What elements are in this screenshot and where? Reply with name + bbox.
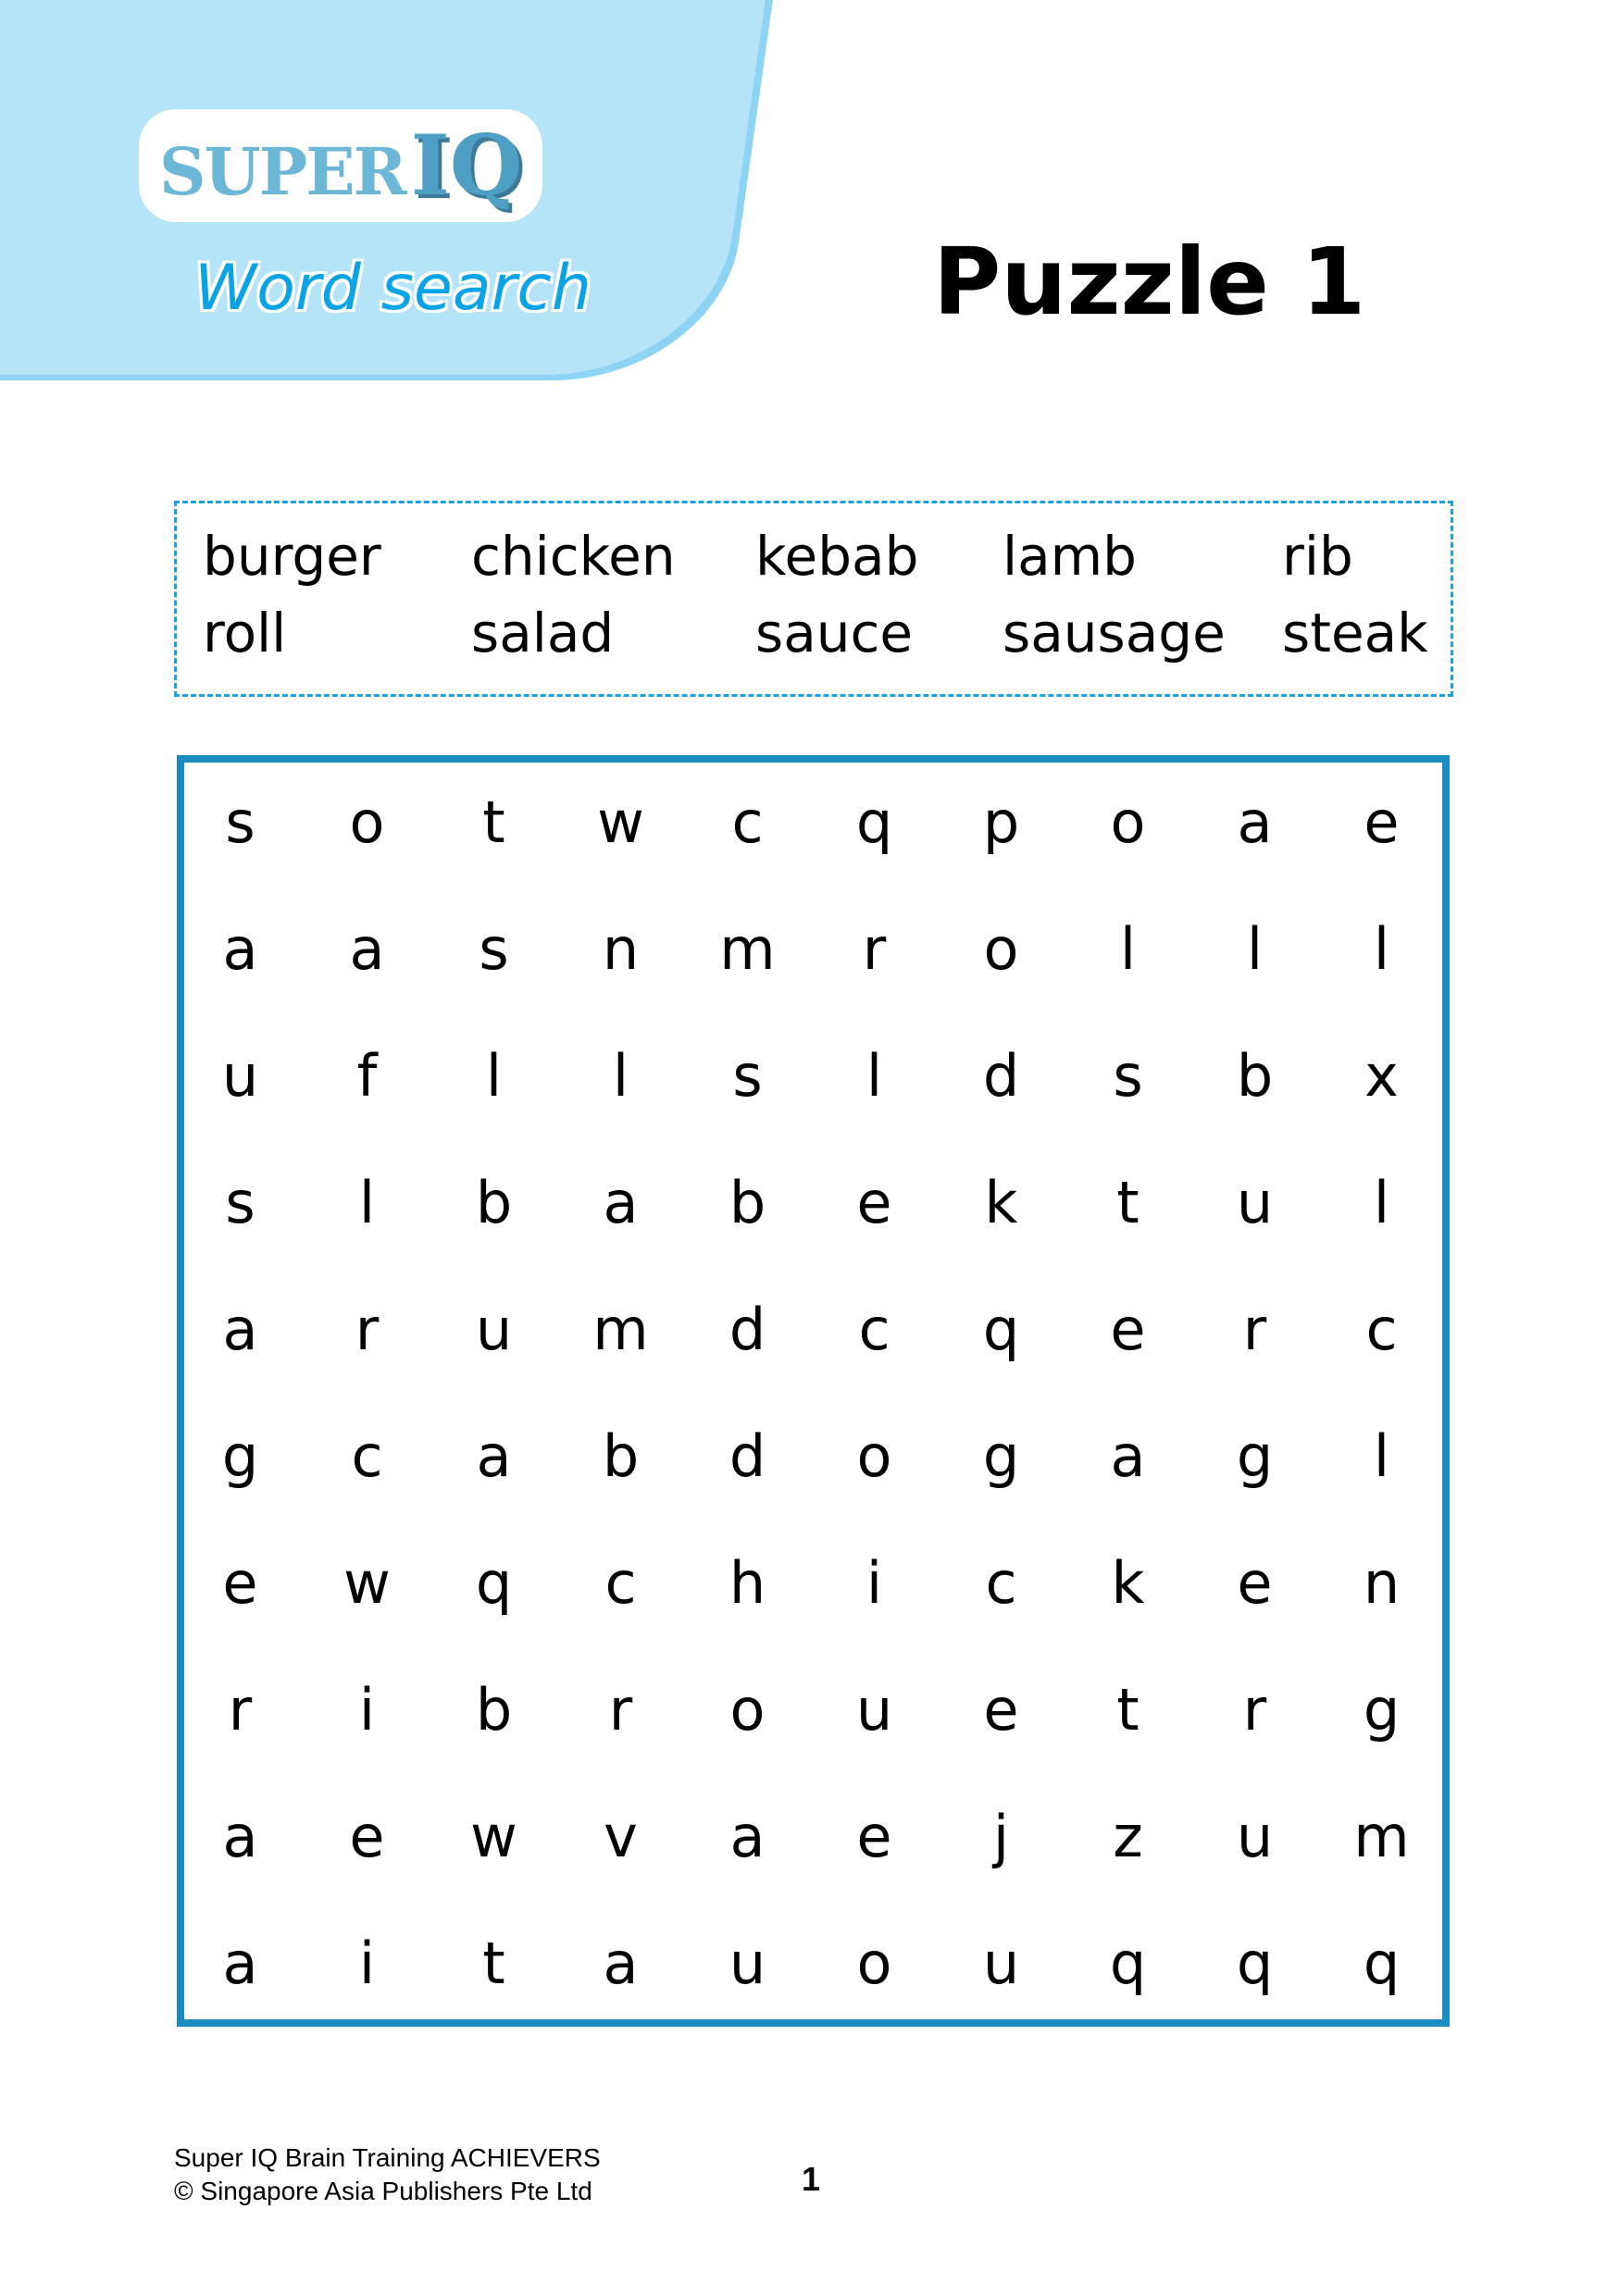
grid-cell[interactable]: l xyxy=(1119,915,1137,983)
grid-cell[interactable]: a xyxy=(222,1296,258,1363)
word-search-subtitle: Word search xyxy=(194,252,592,325)
grid-cell[interactable]: i xyxy=(358,1676,376,1744)
grid-cell[interactable]: a xyxy=(222,915,258,983)
grid-cell[interactable]: u xyxy=(1236,1803,1274,1870)
grid-cell[interactable]: a xyxy=(222,1803,258,1870)
grid-cell[interactable]: p xyxy=(982,788,1020,856)
grid-cell[interactable]: r xyxy=(1242,1296,1267,1363)
grid-cell[interactable]: w xyxy=(597,788,644,856)
grid-cell[interactable]: l xyxy=(612,1042,629,1110)
grid-cell[interactable]: s xyxy=(225,788,255,856)
logo-iq-text: IQ xyxy=(410,117,523,215)
page-number: 1 xyxy=(802,2160,821,2198)
grid-cell[interactable]: q xyxy=(855,788,893,856)
grid-cell[interactable]: a xyxy=(349,915,385,983)
grid-cell[interactable]: o xyxy=(729,1676,766,1744)
grid-cell[interactable]: f xyxy=(356,1042,378,1110)
grid-cell[interactable]: a xyxy=(1237,788,1273,856)
grid-cell[interactable]: e xyxy=(856,1169,892,1236)
grid-cell[interactable]: g xyxy=(982,1422,1020,1490)
grid-cell[interactable]: c xyxy=(731,788,764,856)
grid-cell[interactable]: a xyxy=(729,1803,766,1870)
grid-cell[interactable]: s xyxy=(479,915,509,983)
grid-cell[interactable]: e xyxy=(856,1803,892,1870)
grid-cell[interactable]: l xyxy=(1246,915,1264,983)
grid-cell[interactable]: b xyxy=(475,1676,513,1744)
grid-cell[interactable]: e xyxy=(983,1676,1019,1744)
grid-cell[interactable]: w xyxy=(470,1803,517,1870)
grid-cell[interactable]: u xyxy=(475,1296,513,1363)
grid-cell[interactable]: z xyxy=(1113,1803,1143,1870)
grid-cell[interactable]: l xyxy=(485,1042,503,1110)
grid-cell[interactable]: m xyxy=(1353,1803,1410,1870)
footer-copyright: © Singapore Asia Publishers Pte Ltd xyxy=(174,2177,592,2205)
grid-cell[interactable]: e xyxy=(1237,1549,1273,1617)
grid-cell[interactable]: n xyxy=(1363,1549,1401,1617)
grid-cell[interactable]: q xyxy=(475,1549,513,1617)
grid-cell[interactable]: c xyxy=(985,1549,1017,1617)
grid-cell[interactable]: r xyxy=(608,1676,633,1744)
grid-cell[interactable]: q xyxy=(982,1296,1020,1363)
grid-cell[interactable]: u xyxy=(221,1042,259,1110)
word-list-item: burger xyxy=(203,525,381,588)
grid-cell[interactable]: e xyxy=(1110,1296,1146,1363)
grid-cell[interactable]: c xyxy=(858,1296,890,1363)
grid-cell[interactable]: t xyxy=(482,788,505,856)
word-list-item: rib xyxy=(1282,525,1353,588)
word-list-item: sauce xyxy=(755,602,914,664)
grid-cell[interactable]: a xyxy=(1110,1422,1146,1490)
grid-cell[interactable]: r xyxy=(1242,1676,1267,1744)
grid-cell[interactable]: u xyxy=(855,1676,893,1744)
grid-cell[interactable]: g xyxy=(1363,1676,1401,1744)
grid-cell[interactable]: l xyxy=(866,1042,883,1110)
grid-cell[interactable]: e xyxy=(1364,788,1400,856)
grid-cell[interactable]: l xyxy=(358,1169,376,1236)
grid-cell[interactable]: b xyxy=(475,1169,513,1236)
grid-cell[interactable]: v xyxy=(604,1803,638,1870)
grid-cell[interactable]: o xyxy=(1110,788,1146,856)
grid-cell[interactable]: s xyxy=(1113,1042,1143,1110)
grid-cell[interactable]: e xyxy=(222,1549,258,1617)
grid-cell[interactable]: b xyxy=(602,1422,640,1490)
grid-cell[interactable]: r xyxy=(355,1296,380,1363)
super-iq-logo xyxy=(139,109,542,222)
grid-cell[interactable]: q xyxy=(1363,1930,1401,1997)
word-list-item: steak xyxy=(1282,602,1428,664)
word-list-item: sausage xyxy=(1003,602,1226,664)
grid-cell[interactable]: l xyxy=(1373,1422,1390,1490)
grid-cell[interactable]: i xyxy=(358,1930,376,1997)
grid-cell[interactable]: r xyxy=(862,915,887,983)
grid-cell[interactable]: b xyxy=(1236,1042,1274,1110)
grid-cell[interactable]: k xyxy=(984,1169,1018,1236)
grid-cell[interactable]: t xyxy=(1116,1676,1140,1744)
grid-cell[interactable]: n xyxy=(602,915,640,983)
grid-cell[interactable]: m xyxy=(592,1296,649,1363)
logo-super-text: SUPER xyxy=(159,133,405,210)
word-list-item: roll xyxy=(203,602,287,664)
grid-cell[interactable]: x xyxy=(1364,1042,1399,1110)
footer-series: Super IQ Brain Training ACHIEVERS xyxy=(174,2143,601,2172)
grid-cell[interactable]: c xyxy=(604,1549,637,1617)
grid-cell[interactable]: c xyxy=(1365,1296,1398,1363)
grid-cell[interactable]: u xyxy=(982,1930,1020,1997)
grid-cell[interactable]: l xyxy=(1373,1169,1390,1236)
grid-cell[interactable]: u xyxy=(729,1930,766,1997)
word-list-item: salad xyxy=(471,602,615,664)
grid-cell[interactable]: s xyxy=(732,1042,763,1110)
grid-cell[interactable]: g xyxy=(221,1422,259,1490)
grid-cell[interactable]: t xyxy=(1116,1169,1140,1236)
grid-cell[interactable]: g xyxy=(1236,1422,1274,1490)
grid-cell[interactable]: q xyxy=(1109,1930,1147,1997)
grid-cell[interactable]: t xyxy=(482,1930,505,1997)
grid-cell[interactable]: d xyxy=(982,1042,1020,1110)
grid-cell[interactable]: q xyxy=(1236,1930,1274,1997)
grid-cell[interactable]: i xyxy=(866,1549,883,1617)
grid-cell[interactable]: o xyxy=(856,1422,892,1490)
grid-cell[interactable]: o xyxy=(856,1930,892,1997)
grid-cell[interactable]: r xyxy=(228,1676,253,1744)
grid-cell[interactable]: d xyxy=(729,1296,766,1363)
grid-cell[interactable]: o xyxy=(983,915,1019,983)
grid-cell[interactable]: a xyxy=(603,1930,639,1997)
grid-cell[interactable]: j xyxy=(992,1803,1010,1870)
grid-cell[interactable]: k xyxy=(1111,1549,1145,1617)
grid-cell[interactable]: a xyxy=(603,1169,639,1236)
grid-cell[interactable]: a xyxy=(222,1930,258,1997)
grid-cell[interactable]: e xyxy=(349,1803,385,1870)
grid-cell[interactable]: b xyxy=(729,1169,766,1236)
grid-cell[interactable]: c xyxy=(351,1422,383,1490)
grid-cell[interactable]: w xyxy=(343,1549,391,1617)
grid-cell[interactable]: u xyxy=(1236,1169,1274,1236)
word-list-item: chicken xyxy=(471,525,676,588)
word-list-item: kebab xyxy=(755,525,919,588)
page-title: Puzzle 1 xyxy=(933,228,1366,336)
grid-cell[interactable]: h xyxy=(729,1549,766,1617)
grid-cell[interactable]: a xyxy=(476,1422,512,1490)
grid-cell[interactable]: m xyxy=(719,915,776,983)
grid-cell[interactable]: d xyxy=(729,1422,766,1490)
grid-cell[interactable]: l xyxy=(1373,915,1390,983)
grid-cell[interactable]: s xyxy=(225,1169,255,1236)
grid-cell[interactable]: o xyxy=(349,788,385,856)
word-list-item: lamb xyxy=(1003,525,1137,588)
